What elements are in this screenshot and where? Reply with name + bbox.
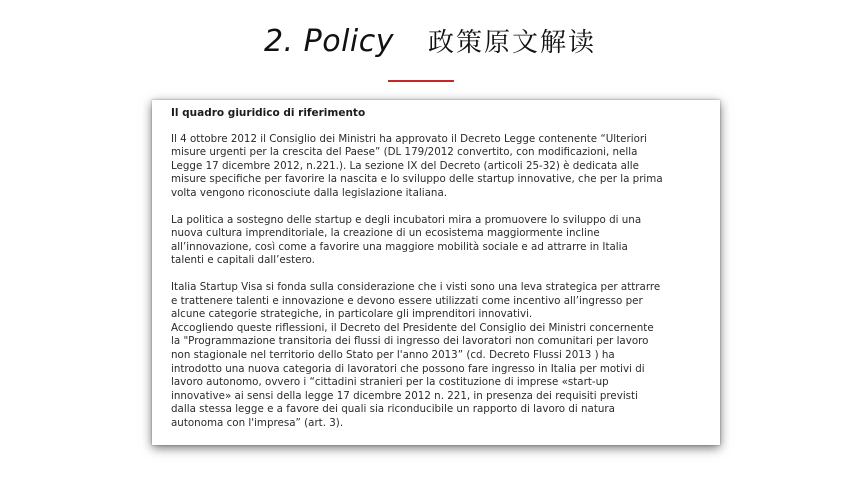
document-excerpt-image [152, 100, 720, 445]
paragraph-line: misure specifiche per favorire la nascita e lo sviluppo delle startup innovative, che per la prima [171, 173, 663, 186]
paragraph-line: La politica a sostegno delle startup e degli incubatori mira a promuovere lo sviluppo di una [171, 213, 642, 226]
document-paragraph-1 [171, 133, 708, 201]
paragraph-line: la "Programmazione transitoria dei flussi di ingresso dei lavoratori non comunitari per lavoro [171, 335, 649, 348]
paragraph-line: misure urgenti per la crescita del Paese” (DL 179/2012 convertito, con modificazioni, nella [171, 146, 638, 159]
paragraph-line: alcune categorie strategiche, in particolare gli imprenditori innovativi. [171, 308, 533, 321]
paragraph-line: autonoma con l'impresa” (art. 3). [171, 416, 344, 429]
paragraph-gap [171, 268, 708, 281]
paragraph-line: Il 4 ottobre 2012 il Consiglio dei Ministri ha approvato il Decreto Legge contenente “Ulteriori [171, 132, 648, 145]
document-paragraph-3 [171, 281, 708, 431]
paragraph-line: Italia Startup Visa si fonda sulla considerazione che i visti sono una leva strategica per attrarre [171, 280, 661, 293]
slide-title-chinese: 政策原文解读 [428, 28, 597, 58]
paragraph-line: all’innovazione, così come a favorire una maggiore mobilità sociale e ad attrarre in Italia [171, 240, 628, 253]
document-heading: Il quadro giuridico di riferimento [171, 107, 366, 119]
title-accent-rule [388, 80, 454, 82]
paragraph-line: Accogliendo queste riflessioni, il Decreto del Presidente del Consiglio dei Ministri concernente [171, 321, 654, 334]
paragraph-line: non stagionale nel territorio dello Stato per l'anno 2013” (cd. Decreto Flussi 2013 ) ha [171, 348, 615, 361]
paragraph-line: dalla stessa legge e a favore dei quali sia riconducibile un rapporto di lavoro di natura [171, 403, 615, 416]
paragraph-line: Legge 17 dicembre 2012, n.221.). La sezione IX del Decreto (articoli 25-32) è dedicata alle [171, 159, 639, 172]
paragraph-line: e trattenere talenti e innovazione e devono essere utilizzati come incentivo all’ingresso per [171, 294, 643, 307]
paragraph-gap [171, 201, 708, 214]
paragraph-line: introdotto una nuova categoria di lavoratori che possono fare ingresso in Italia per motivi di [171, 362, 645, 375]
paragraph-line: innovative» ai sensi della legge 17 dicembre 2012 n. 221, in presenza dei requisiti previsti [171, 389, 638, 402]
slide-title-english: 2. Policy [263, 24, 394, 59]
slide-title [0, 22, 860, 59]
document-paragraph-2 [171, 214, 708, 268]
paragraph-line: lavoro autonomo, ovvero i “cittadini stranieri per la costituzione di imprese «start-up [171, 376, 609, 389]
paragraph-line: volta vengono riconosciute dalla legislazione italiana. [171, 186, 448, 199]
paragraph-line: nuova cultura imprenditoriale, la creazione di un ecosistema maggiormente incline [171, 227, 600, 240]
paragraph-line: talenti e capitali dall’estero. [171, 254, 315, 267]
